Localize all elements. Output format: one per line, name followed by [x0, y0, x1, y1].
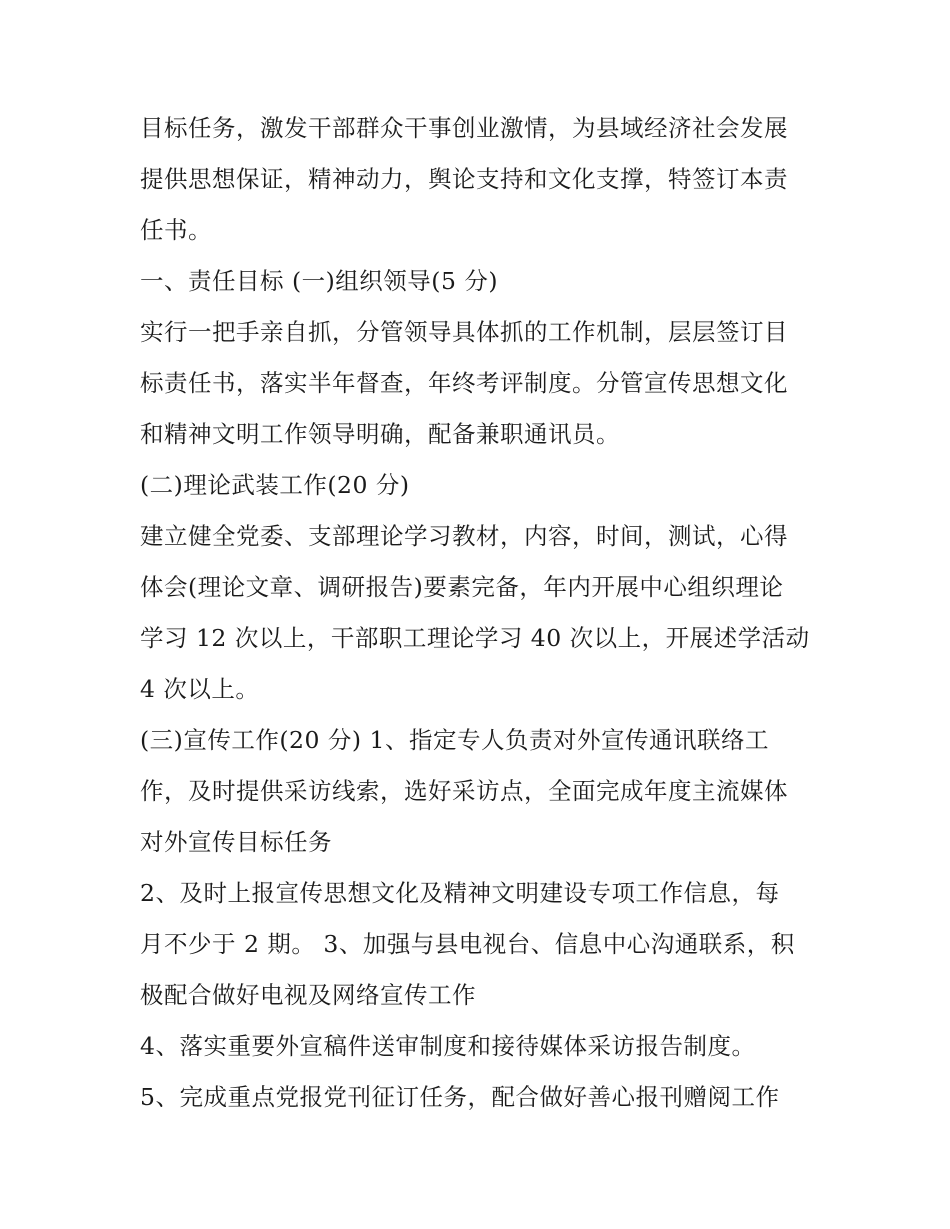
text-line-11: 学习 12 次以上，干部职工理论学习 40 次以上，开展述学活动: [140, 624, 810, 652]
text-line-15: 对外宣传目标任务: [140, 828, 332, 856]
text-line-3: 任书。: [140, 216, 212, 244]
text-line-18: 极配合做好电视及网络宣传工作: [140, 981, 476, 1009]
text-line-17: 月不少于 2 期。 3、加强与县电视台、信息中心沟通联系，积: [140, 930, 795, 958]
section-heading-publicity: (三)宣传工作(20 分) 1、指定专人负责对外宣传通讯联络工: [140, 726, 769, 754]
text-line-5: 实行一把手亲自抓，分管领导具体抓的工作机制，层层签订目: [140, 318, 788, 346]
section-heading-responsibility-goals: 一、责任目标 (一)组织领导(5 分): [140, 267, 499, 295]
text-line-10: 体会(理论文章、调研报告)要素完备，年内开展中心组织理论: [140, 573, 784, 601]
text-line-12: 4 次以上。: [140, 675, 260, 703]
document-body: [140, 103, 830, 1123]
text-line-9: 建立健全党委、支部理论学习教材，内容，时间，测试，心得: [140, 522, 788, 550]
text-line-14: 作，及时提供采访线索，选好采访点，全面完成年度主流媒体: [140, 777, 788, 805]
section-heading-theory: (二)理论武装工作(20 分): [140, 471, 410, 499]
text-line-7: 和精神文明工作领导明确，配备兼职通讯员。: [140, 420, 620, 448]
list-item-4: 4、落实重要外宣稿件送审制度和接待媒体采访报告制度。: [140, 1032, 756, 1060]
list-item-5: 5、完成重点党报党刊征订任务，配合做好善心报刊赠阅工作: [140, 1083, 780, 1111]
text-line-1: 目标任务，激发干部群众干事创业激情，为县域经济社会发展: [140, 114, 788, 142]
list-item-2: 2、及时上报宣传思想文化及精神文明建设专项工作信息，每: [140, 879, 780, 907]
text-line-6: 标责任书，落实半年督查，年终考评制度。分管宣传思想文化: [140, 369, 788, 397]
text-line-2: 提供思想保证，精神动力，舆论支持和文化支撑，特签订本责: [140, 165, 788, 193]
